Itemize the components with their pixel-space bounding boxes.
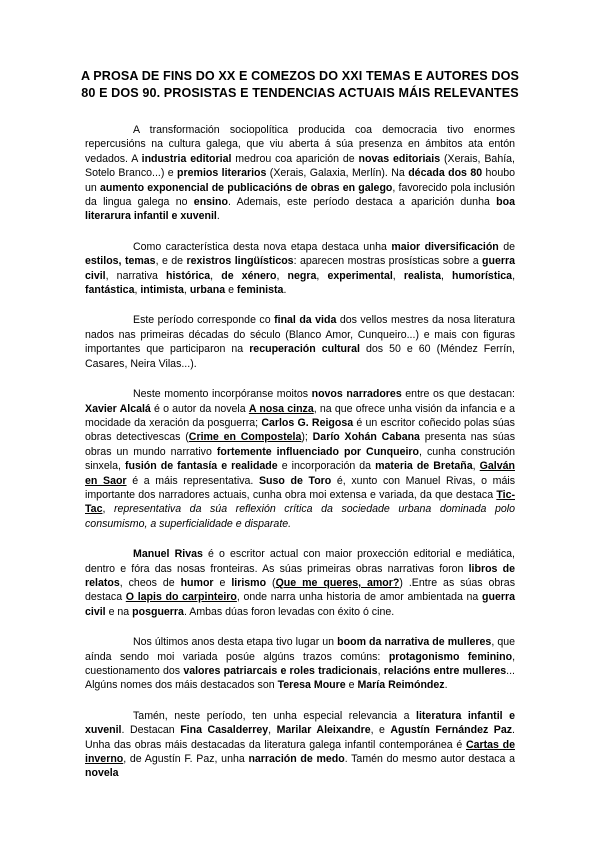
text-segment: medrou coa aparición de — [231, 152, 359, 165]
text-segment: e — [213, 576, 232, 589]
text-segment: , de Agustín F. Paz, unha — [123, 753, 249, 766]
bold-text: novas editoriais — [358, 152, 441, 165]
text-segment: ) .Entre as súas obras destaca — [85, 576, 516, 604]
text-segment: Nos últimos anos desta etapa tivo lugar un — [133, 636, 338, 649]
bold-text: Darío Xohán Cabana — [312, 431, 420, 444]
text-segment: , — [472, 460, 480, 473]
bold-text: histórica — [166, 269, 211, 282]
text-segment: . Destacan — [121, 724, 181, 737]
bold-text: década dos 80 — [408, 167, 483, 180]
document-title: A PROSA DE FINS DO XX E COMEZOS DO XXI TEMAS E AUTORES DOS 80 E DOS 90. PROSISTAS E TENDENCIAS ACTUAIS MÁIS RELEVANTES — [80, 69, 519, 100]
work-title-text: Cartas de inverno — [85, 738, 515, 766]
text-segment: é a máis representativa. — [126, 474, 259, 487]
bold-text: protagonismo feminino — [388, 650, 513, 663]
bold-text: posguerra — [132, 605, 184, 618]
bold-text: recuperación cultural — [249, 343, 360, 356]
work-title-text: Crime en Compostela — [188, 431, 302, 444]
text-segment: , onde narra unha historia de amor ambientada na — [236, 591, 483, 604]
text-segment: , — [102, 503, 114, 516]
bold-text: Xavier Alcalá — [85, 402, 151, 415]
text-segment: e incorporación da — [277, 460, 376, 473]
text-segment: Tamén, neste período, ten unha especial relevancia a — [133, 709, 417, 722]
text-segment: . — [283, 284, 287, 297]
text-segment: . Ademais, este período destaca a aparición dunha — [227, 196, 497, 209]
text-segment: é, xunto con Manuel Rivas, o máis importante dos narradores actuais, cunha obra moi extensa e variada, da que destaca — [85, 474, 516, 501]
text-segment: , — [210, 269, 222, 282]
bold-text: novela — [85, 767, 119, 780]
text-segment: , narrativa — [105, 269, 167, 282]
text-segment: , na que ofrece unha visión da infancia e a mocidade da xeración da posguerra; — [85, 402, 515, 429]
bold-text: Marilar Aleixandre — [276, 724, 371, 737]
text-segment: , cuestionamento dos — [85, 650, 516, 677]
bold-text: fusión de fantasía e realidade — [124, 460, 278, 473]
bold-text: guerra civil — [85, 591, 515, 618]
text-segment: . Tamén do mesmo autor destaca a — [344, 753, 515, 766]
text-segment: presenta nas súas obras un mundo narrativo — [85, 431, 515, 458]
bold-text: boa literarura infantil e xuvenil — [85, 196, 515, 223]
paragraph-old-masters — [85, 313, 515, 371]
text-segment: , — [134, 284, 141, 297]
bold-text: María Reimóndez — [357, 679, 445, 692]
bold-text: relacións entre mulleres — [383, 665, 507, 677]
bold-text: rexistros lingüísticos — [186, 255, 294, 268]
text-segment: houbo un — [85, 167, 515, 194]
bold-text: feminista — [236, 284, 284, 297]
text-segment: , — [268, 724, 277, 737]
text-segment: Neste momento incorpóranse moitos — [133, 388, 312, 401]
bold-text: Fina Casalderrey — [180, 724, 269, 737]
work-title-text: Tic-Tac — [85, 488, 515, 516]
bold-text: literatura infantil e xuvenil — [85, 709, 515, 737]
text-segment: , — [276, 269, 288, 282]
text-segment: , que aínda sendo moi variada posúe algúns trazos comúns: — [85, 636, 515, 663]
bold-text: industria editorial — [141, 152, 232, 165]
text-segment: , — [316, 269, 328, 282]
text-segment: e — [345, 679, 358, 692]
text-segment: . — [444, 679, 448, 692]
text-segment: e na — [105, 605, 133, 618]
bold-text: Teresa Moure — [277, 679, 346, 692]
text-segment: Este período corresponde co — [133, 314, 275, 327]
bold-text: humorística — [452, 269, 513, 282]
bold-text: fantástica — [85, 284, 135, 297]
text-segment: ( — [266, 576, 276, 589]
paragraph-manuel-rivas — [85, 547, 515, 619]
italic-text: representativa da súa reflexión crítica da sociedade urbana dominada polo consumismo, a superficialidade e disparate. — [85, 503, 516, 530]
work-title-text: Galván en Saor — [85, 460, 515, 487]
bold-text: negra — [287, 269, 317, 282]
text-segment: , cunha construción sinxela, — [85, 445, 515, 473]
bold-text: Suso de Toro — [258, 474, 332, 487]
bold-text: novos narradores — [311, 388, 402, 401]
text-segment: entre os que destacan: — [401, 388, 515, 401]
bold-text: lirismo — [231, 576, 267, 589]
text-segment: é un escritor coñecido polas súas obras detectivescas ( — [85, 416, 515, 444]
bold-text: maior diversificación — [391, 240, 499, 253]
bold-text: estilos, temas — [85, 255, 156, 268]
work-title-text: O lapis do carpinteiro — [125, 591, 237, 604]
bold-text: Carlos G. Reigosa — [261, 416, 354, 429]
text-segment: . — [216, 210, 220, 223]
bold-text: humor — [180, 576, 214, 589]
text-segment: , — [512, 269, 516, 282]
paragraph-industry — [85, 123, 515, 224]
bold-text: realista — [403, 269, 441, 282]
text-segment: , — [392, 269, 404, 282]
text-segment: , e — [370, 724, 391, 737]
paragraph-diversification — [85, 240, 515, 298]
bold-text: intimista — [140, 284, 184, 297]
text-segment: . Ambas dúas foron levadas con éxito ó cine. — [183, 605, 395, 618]
text-segment: e — [225, 284, 237, 297]
bold-text: valores patriarcais e roles tradicionais — [183, 665, 378, 677]
bold-text: materia de Bretaña — [375, 460, 473, 473]
text-segment: , e de — [155, 255, 187, 268]
text-segment: : aparecen mostras prosísticas sobre a — [293, 255, 483, 268]
paragraph-women-narrative — [85, 635, 515, 693]
bold-text: urbana — [189, 284, 226, 297]
bold-text: ensino — [193, 196, 228, 209]
bold-text: fortemente influenciado por Cunqueiro — [216, 445, 420, 458]
paragraph-new-narrators — [85, 387, 515, 531]
text-segment: , — [377, 665, 384, 677]
bold-text: aumento exponencial de publicacións de obras en galego — [99, 181, 393, 194]
text-segment: (Xerais, Galaxia, Merlín). Na — [266, 167, 409, 180]
paragraph-childrens-literature — [85, 709, 515, 781]
work-title-text: Que me queres, amor? — [275, 576, 400, 589]
text-segment: Como característica desta nova etapa destaca unha — [133, 240, 392, 253]
text-segment: ... Algúns nomes dos máis destacados son — [85, 665, 516, 692]
bold-text: Manuel Rivas — [133, 548, 203, 561]
text-segment: A transformación sociopolítica producida coa democracia tivo enormes repercusións na cultura galega, que viu aberta á súa presenza en ámbitos ata entón vedados. A — [85, 124, 515, 165]
text-segment: de — [498, 240, 515, 253]
text-segment: . Unha das obras máis destacadas da literatura galega infantil contemporánea é — [85, 724, 515, 751]
text-segment: dos vellos mestres da nosa literatura nados nas primeiras décadas do século (Blanco Amor, Cunqueiro...) e mais con figuras importantes que participaron na — [85, 314, 515, 356]
text-segment: , cheos de — [119, 576, 181, 589]
bold-text: experimental — [327, 269, 393, 282]
document-body — [85, 123, 515, 781]
bold-text: de xénero — [221, 269, 277, 282]
text-segment: ); — [301, 431, 313, 444]
bold-text: final da vida — [274, 314, 337, 327]
text-segment: é o escritor actual con maior proxección editorial e mediática, dentro e fóra das nosas fronteiras. As súas primeiras obras narrativas foron — [85, 548, 515, 575]
text-segment: , — [183, 284, 190, 297]
text-segment: (Xerais, Bahía, Sotelo Branco...) e — [85, 152, 515, 180]
bold-text: libros de relatos — [85, 562, 515, 589]
bold-text: boom da narrativa de mulleres — [337, 636, 492, 649]
bold-text: Agustín Fernández Paz — [390, 724, 513, 737]
text-segment: , — [440, 269, 453, 282]
bold-text: premios literarios — [177, 167, 267, 180]
bold-text: narración de medo — [248, 753, 345, 766]
text-segment: é o autor da novela — [150, 402, 249, 415]
work-title-text: A nosa cinza — [248, 402, 314, 415]
text-segment: dos 50 e 60 (Méndez Ferrín, Casares, Neira Vilas...). — [85, 343, 515, 370]
text-segment: , favorecido pola inclusión da lingua galega no — [85, 181, 516, 209]
bold-text: guerra civil — [85, 255, 516, 282]
